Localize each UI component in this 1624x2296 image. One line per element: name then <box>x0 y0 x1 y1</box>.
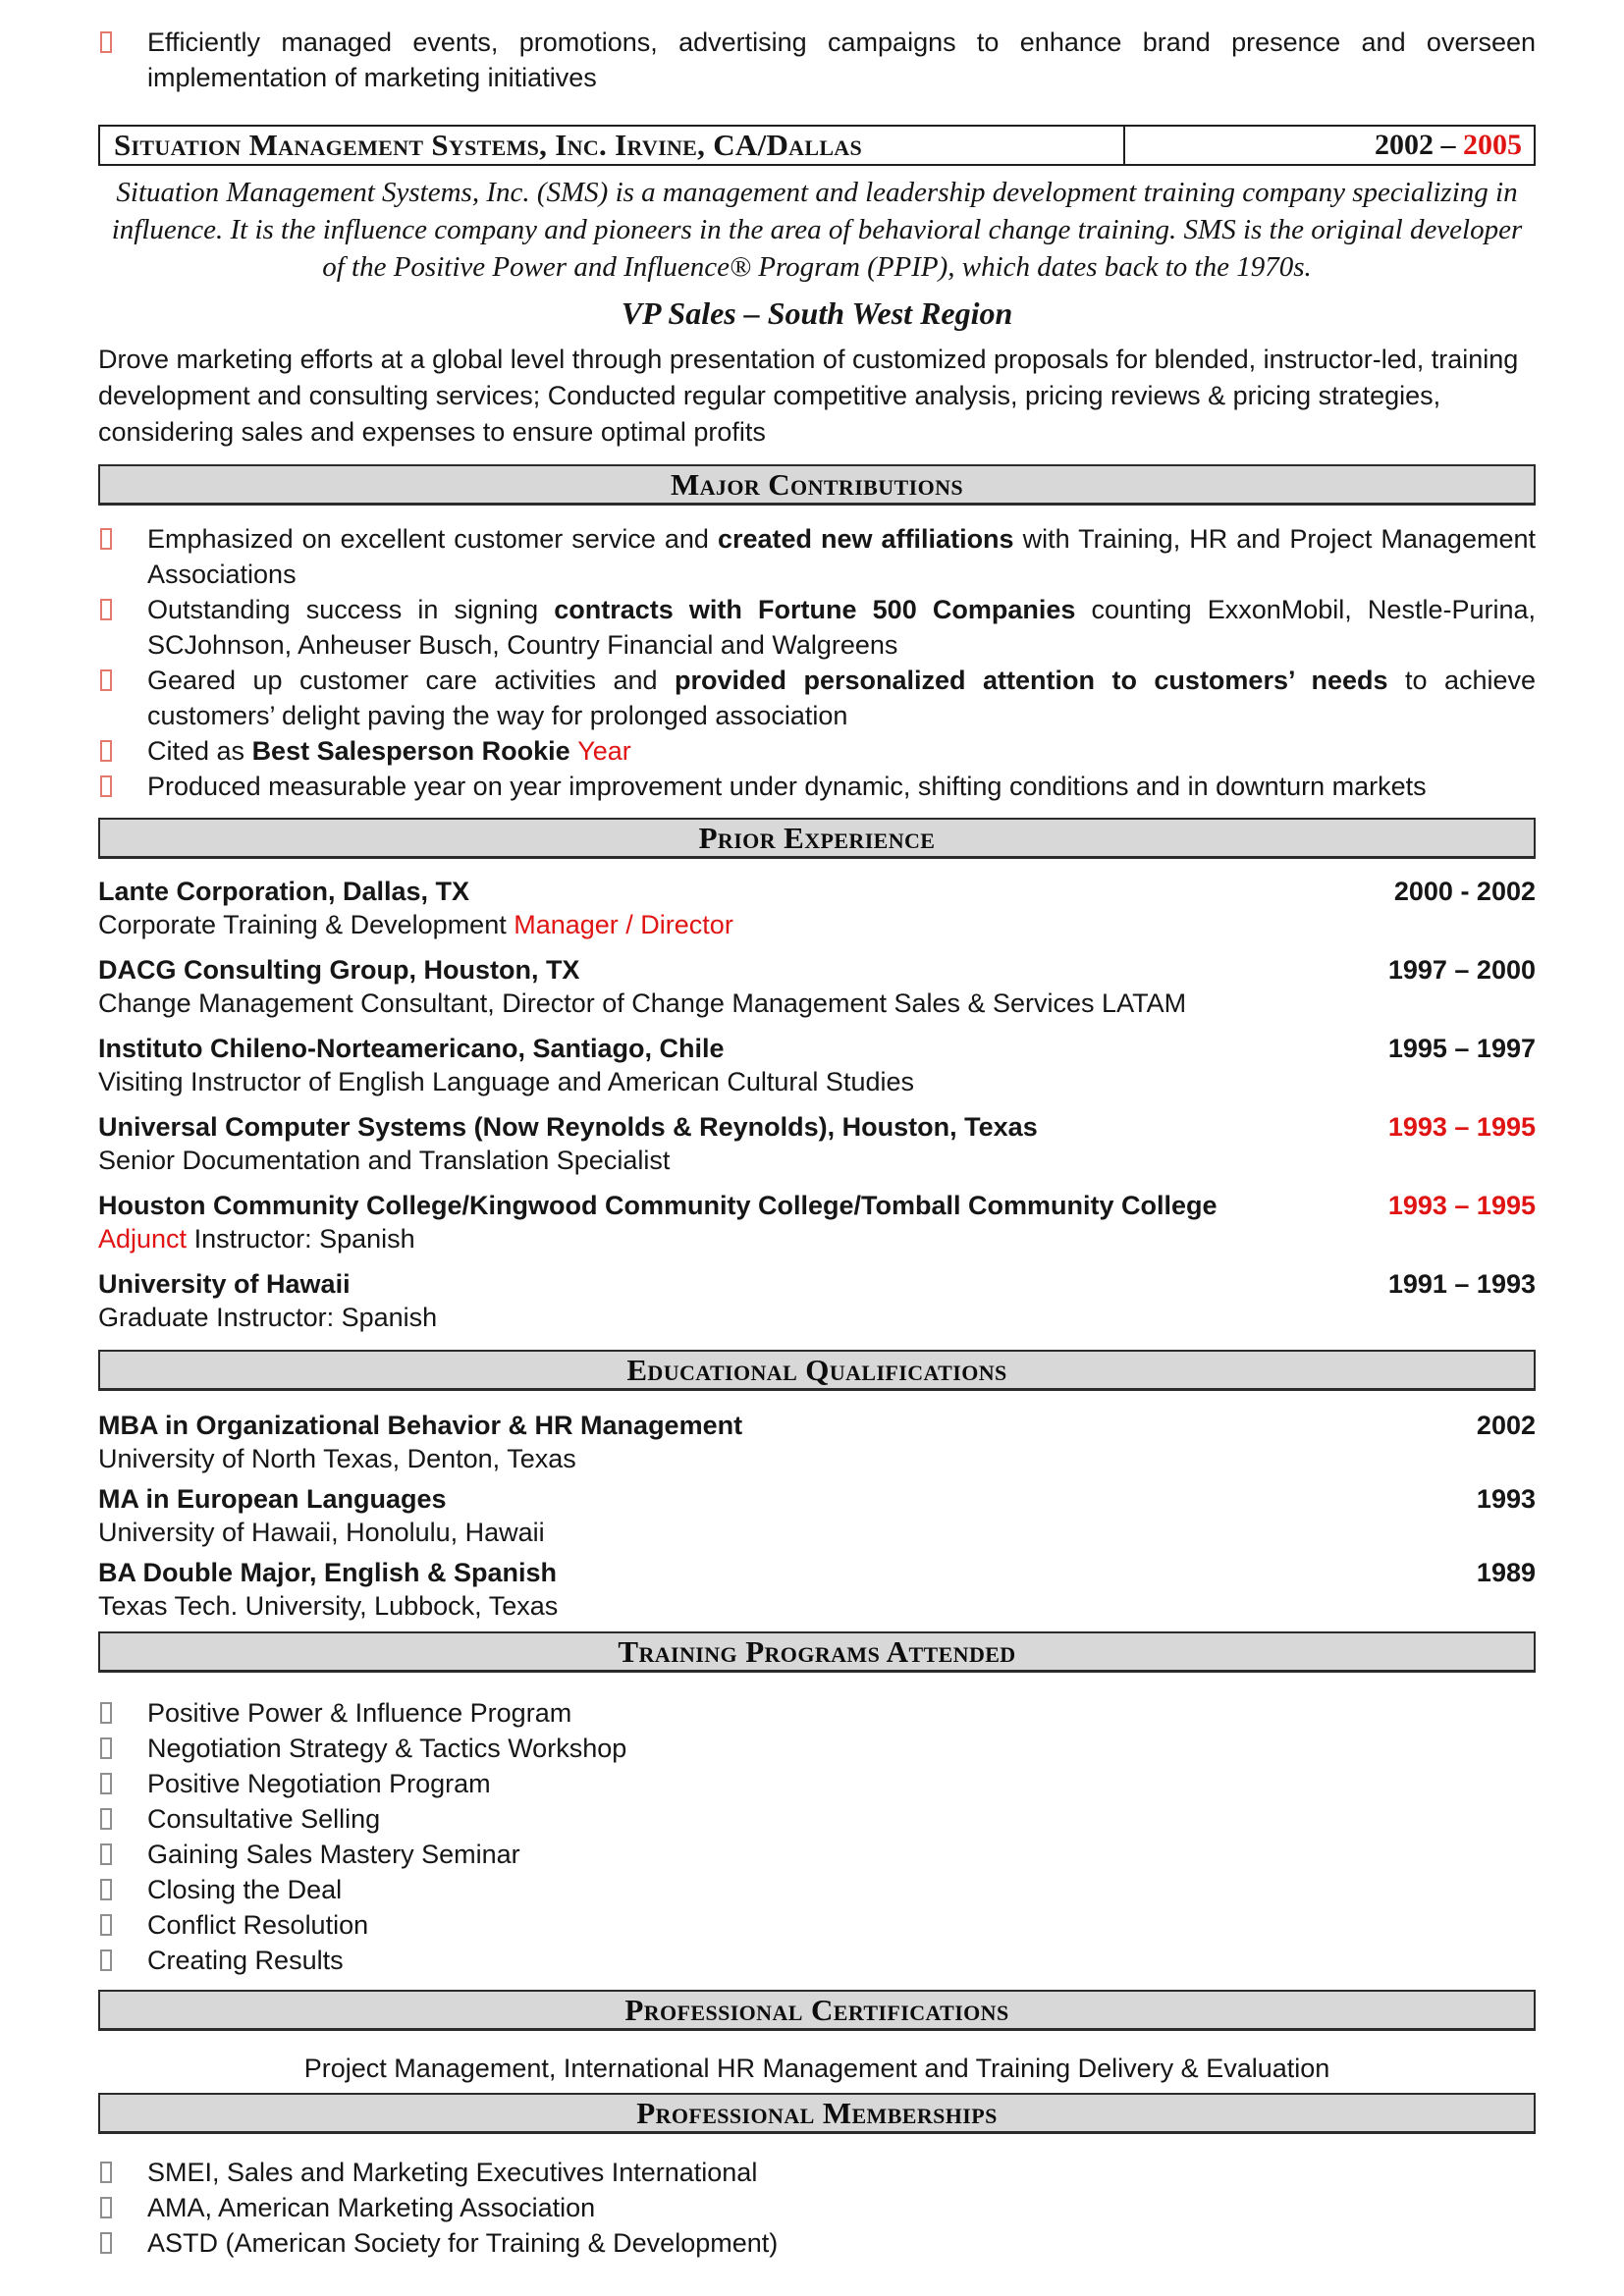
employment-dates: 1997 – 2000 <box>1387 955 1536 985</box>
bullet-text-red: Year <box>577 736 631 766</box>
education-entry <box>98 1482 1536 1549</box>
employer-name: DACG Consulting Group, Houston, TX <box>98 955 580 985</box>
employer-name: Instituto Chileno-Norteamericano, Santiago, Chile <box>98 1034 725 1063</box>
list-item <box>98 1943 1536 1978</box>
experience-entry <box>98 953 1536 1020</box>
section-title: Professional Certifications <box>624 1992 1009 2027</box>
degree-year: 1989 <box>1476 1558 1536 1587</box>
employment-dates: 1995 – 1997 <box>1387 1034 1536 1063</box>
missing-glyph-bullet-icon <box>100 528 112 550</box>
degree-year: 2002 <box>1476 1411 1536 1440</box>
list-item <box>98 1731 1536 1766</box>
training-item: Positive Negotiation Program <box>147 1769 491 1798</box>
training-programs-list <box>98 1695 1536 1978</box>
list-item <box>98 733 1536 769</box>
bullet-text: Cited as <box>147 736 252 766</box>
bullet-text: counting ExxonMobil, Nestle-Purina, SCJohnson, Anheuser Busch, Country Financial and Walgreens <box>147 595 1537 660</box>
missing-glyph-bullet-icon <box>100 1843 112 1865</box>
education-entries <box>98 1391 1536 1631</box>
missing-glyph-bullet-icon <box>100 669 112 691</box>
training-item: Consultative Selling <box>147 1804 381 1834</box>
company-dates-cell <box>1125 129 1534 162</box>
experience-entry <box>98 1110 1536 1177</box>
training-item: Negotiation Strategy & Tactics Workshop <box>147 1734 627 1763</box>
list-item <box>98 1801 1536 1837</box>
list-item <box>98 1837 1536 1872</box>
section-header-major-contributions <box>98 464 1536 506</box>
bullet-text: Produced measurable year on year improvement under dynamic, shifting conditions and in downturn markets <box>147 772 1427 801</box>
missing-glyph-bullet-icon <box>100 775 112 797</box>
section-title: Major Contributions <box>670 466 964 502</box>
bullet-text-bold: Best Salesperson Rookie <box>251 736 578 766</box>
training-item: Closing the Deal <box>147 1875 343 1904</box>
experience-entry <box>98 1189 1536 1255</box>
bullet-text: Outstanding success in signing <box>147 595 555 624</box>
experience-entries <box>98 859 1536 1350</box>
list-item <box>98 1872 1536 1907</box>
training-item: Conflict Resolution <box>147 1910 369 1940</box>
bullet-text-bold: provided personalized attention to customers’ needs <box>675 666 1388 695</box>
tenure-end: 2005 <box>1463 129 1522 161</box>
bullet-text: Emphasized on excellent customer service and <box>147 524 718 554</box>
job-title: Adjunct Instructor: Spanish <box>98 1224 415 1254</box>
section-header-training-programs <box>98 1631 1536 1673</box>
missing-glyph-bullet-icon <box>100 599 112 620</box>
section-title: Professional Memberships <box>636 2095 998 2130</box>
employment-dates: 1993 – 1995 <box>1387 1112 1536 1142</box>
bullet-text-bold: created new affiliations <box>717 524 1014 554</box>
job-title: Graduate Instructor: Spanish <box>98 1303 438 1332</box>
list-item <box>98 2225 1536 2261</box>
company-summary: Situation Management Systems, Inc. (SMS) is a management and leadership development training company specializing in influence. It is the influence company and pioneers in the area of behavioral change training. SMS is the original developer of the Positive Power and Influence® Program (PPIP), which dates back to the 1970s. <box>111 177 1523 283</box>
missing-glyph-bullet-icon <box>100 740 112 762</box>
certifications-text: Project Management, International HR Management and Training Delivery & Evaluation <box>303 2054 1330 2083</box>
degree-name: BA Double Major, English & Spanish <box>98 1558 558 1587</box>
experience-entry <box>98 1267 1536 1334</box>
list-item <box>98 663 1536 733</box>
bullet-text: Geared up customer care activities and <box>147 666 676 695</box>
school-name: University of North Texas, Denton, Texas <box>98 1444 576 1473</box>
list-item <box>98 25 1536 95</box>
employment-dates: 1993 – 1995 <box>1387 1191 1536 1220</box>
job-title: Visiting Instructor of English Language and American Cultural Studies <box>98 1067 914 1096</box>
intro-bullet-list <box>98 25 1536 95</box>
training-item: Positive Power & Influence Program <box>147 1698 572 1728</box>
employment-dates: 2000 - 2002 <box>1393 877 1536 906</box>
company-name-cell <box>100 127 1125 164</box>
education-entry <box>98 1409 1536 1475</box>
missing-glyph-bullet-icon <box>100 1773 112 1794</box>
experience-entry <box>98 875 1536 941</box>
list-item <box>98 1695 1536 1731</box>
list-item <box>98 2190 1536 2225</box>
school-name: Texas Tech. University, Lubbock, Texas <box>98 1591 559 1621</box>
membership-item: AMA, American Marketing Association <box>147 2193 596 2222</box>
role-summary: Drove marketing efforts at a global level through presentation of customized proposals for blended, instructor-led, training development and consulting services; Conducted regular competitive analysis, pricing reviews & pricing strategies, considering sales and expenses to ensure optimal profits <box>98 345 1519 447</box>
section-header-prior-experience <box>98 818 1536 859</box>
major-contributions-list <box>98 521 1536 804</box>
list-item <box>98 521 1536 592</box>
degree-name: MBA in Organizational Behavior & HR Management <box>98 1411 743 1440</box>
section-title: Prior Experience <box>698 820 936 855</box>
missing-glyph-bullet-icon <box>100 1879 112 1900</box>
bullet-text: with Training, HR and Project Management Associations <box>147 524 1536 589</box>
company-name: Situation Management Systems, Inc. Irvine, CA/Dallas <box>114 128 863 162</box>
missing-glyph-bullet-icon <box>100 1737 112 1759</box>
section-header-educational-qualifications <box>98 1350 1536 1391</box>
bullet-text: to achieve customers’ delight paving the way for prolonged association <box>147 666 1537 730</box>
role-title: VP Sales – South West Region <box>621 295 1013 331</box>
missing-glyph-bullet-icon <box>100 1808 112 1830</box>
employer-name: Universal Computer Systems (Now Reynolds & Reynolds), Houston, Texas <box>98 1112 1038 1142</box>
missing-glyph-bullet-icon <box>100 2197 112 2218</box>
employer-name: University of Hawaii <box>98 1269 351 1299</box>
missing-glyph-bullet-icon <box>100 1914 112 1936</box>
list-item <box>98 592 1536 663</box>
section-title: Training Programs Attended <box>618 1633 1016 1669</box>
missing-glyph-bullet-icon <box>100 2232 112 2254</box>
section-title: Educational Qualifications <box>626 1352 1007 1387</box>
tenure-start: 2002 – <box>1375 129 1463 161</box>
employment-dates: 1991 – 1993 <box>1387 1269 1536 1299</box>
school-name: University of Hawaii, Honolulu, Hawaii <box>98 1518 545 1547</box>
job-title: Change Management Consultant, Director of Change Management Sales & Services LATAM <box>98 988 1187 1018</box>
degree-name: MA in European Languages <box>98 1484 447 1514</box>
missing-glyph-bullet-icon <box>100 1949 112 1971</box>
training-item: Gaining Sales Mastery Seminar <box>147 1840 520 1869</box>
missing-glyph-bullet-icon <box>100 31 112 53</box>
education-entry <box>98 1556 1536 1623</box>
training-item: Creating Results <box>147 1946 344 1975</box>
bullet-text-bold: contracts with Fortune 500 Companies <box>554 595 1076 624</box>
section-header-professional-memberships <box>98 2093 1536 2134</box>
list-item <box>98 2155 1536 2190</box>
experience-entry <box>98 1032 1536 1098</box>
missing-glyph-bullet-icon <box>100 1702 112 1724</box>
job-title: Corporate Training & Development Manager / Director <box>98 910 733 939</box>
membership-item: ASTD (American Society for Training & Development) <box>147 2228 779 2258</box>
employer-name: Houston Community College/Kingwood Community College/Tomball Community College <box>98 1191 1218 1220</box>
section-header-professional-certifications <box>98 1990 1536 2031</box>
intro-bullet-text: Efficiently managed events, promotions, advertising campaigns to enhance brand presence and overseen implementation of marketing initiatives <box>147 27 1536 92</box>
employer-name: Lante Corporation, Dallas, TX <box>98 877 470 906</box>
list-item <box>98 769 1536 804</box>
company-header-table <box>98 125 1536 166</box>
missing-glyph-bullet-icon <box>100 2162 112 2183</box>
job-title: Senior Documentation and Translation Specialist <box>98 1146 671 1175</box>
list-item <box>98 1766 1536 1801</box>
degree-year: 1993 <box>1476 1484 1536 1514</box>
memberships-list <box>98 2155 1536 2261</box>
list-item <box>98 1907 1536 1943</box>
membership-item: SMEI, Sales and Marketing Executives International <box>147 2158 758 2187</box>
